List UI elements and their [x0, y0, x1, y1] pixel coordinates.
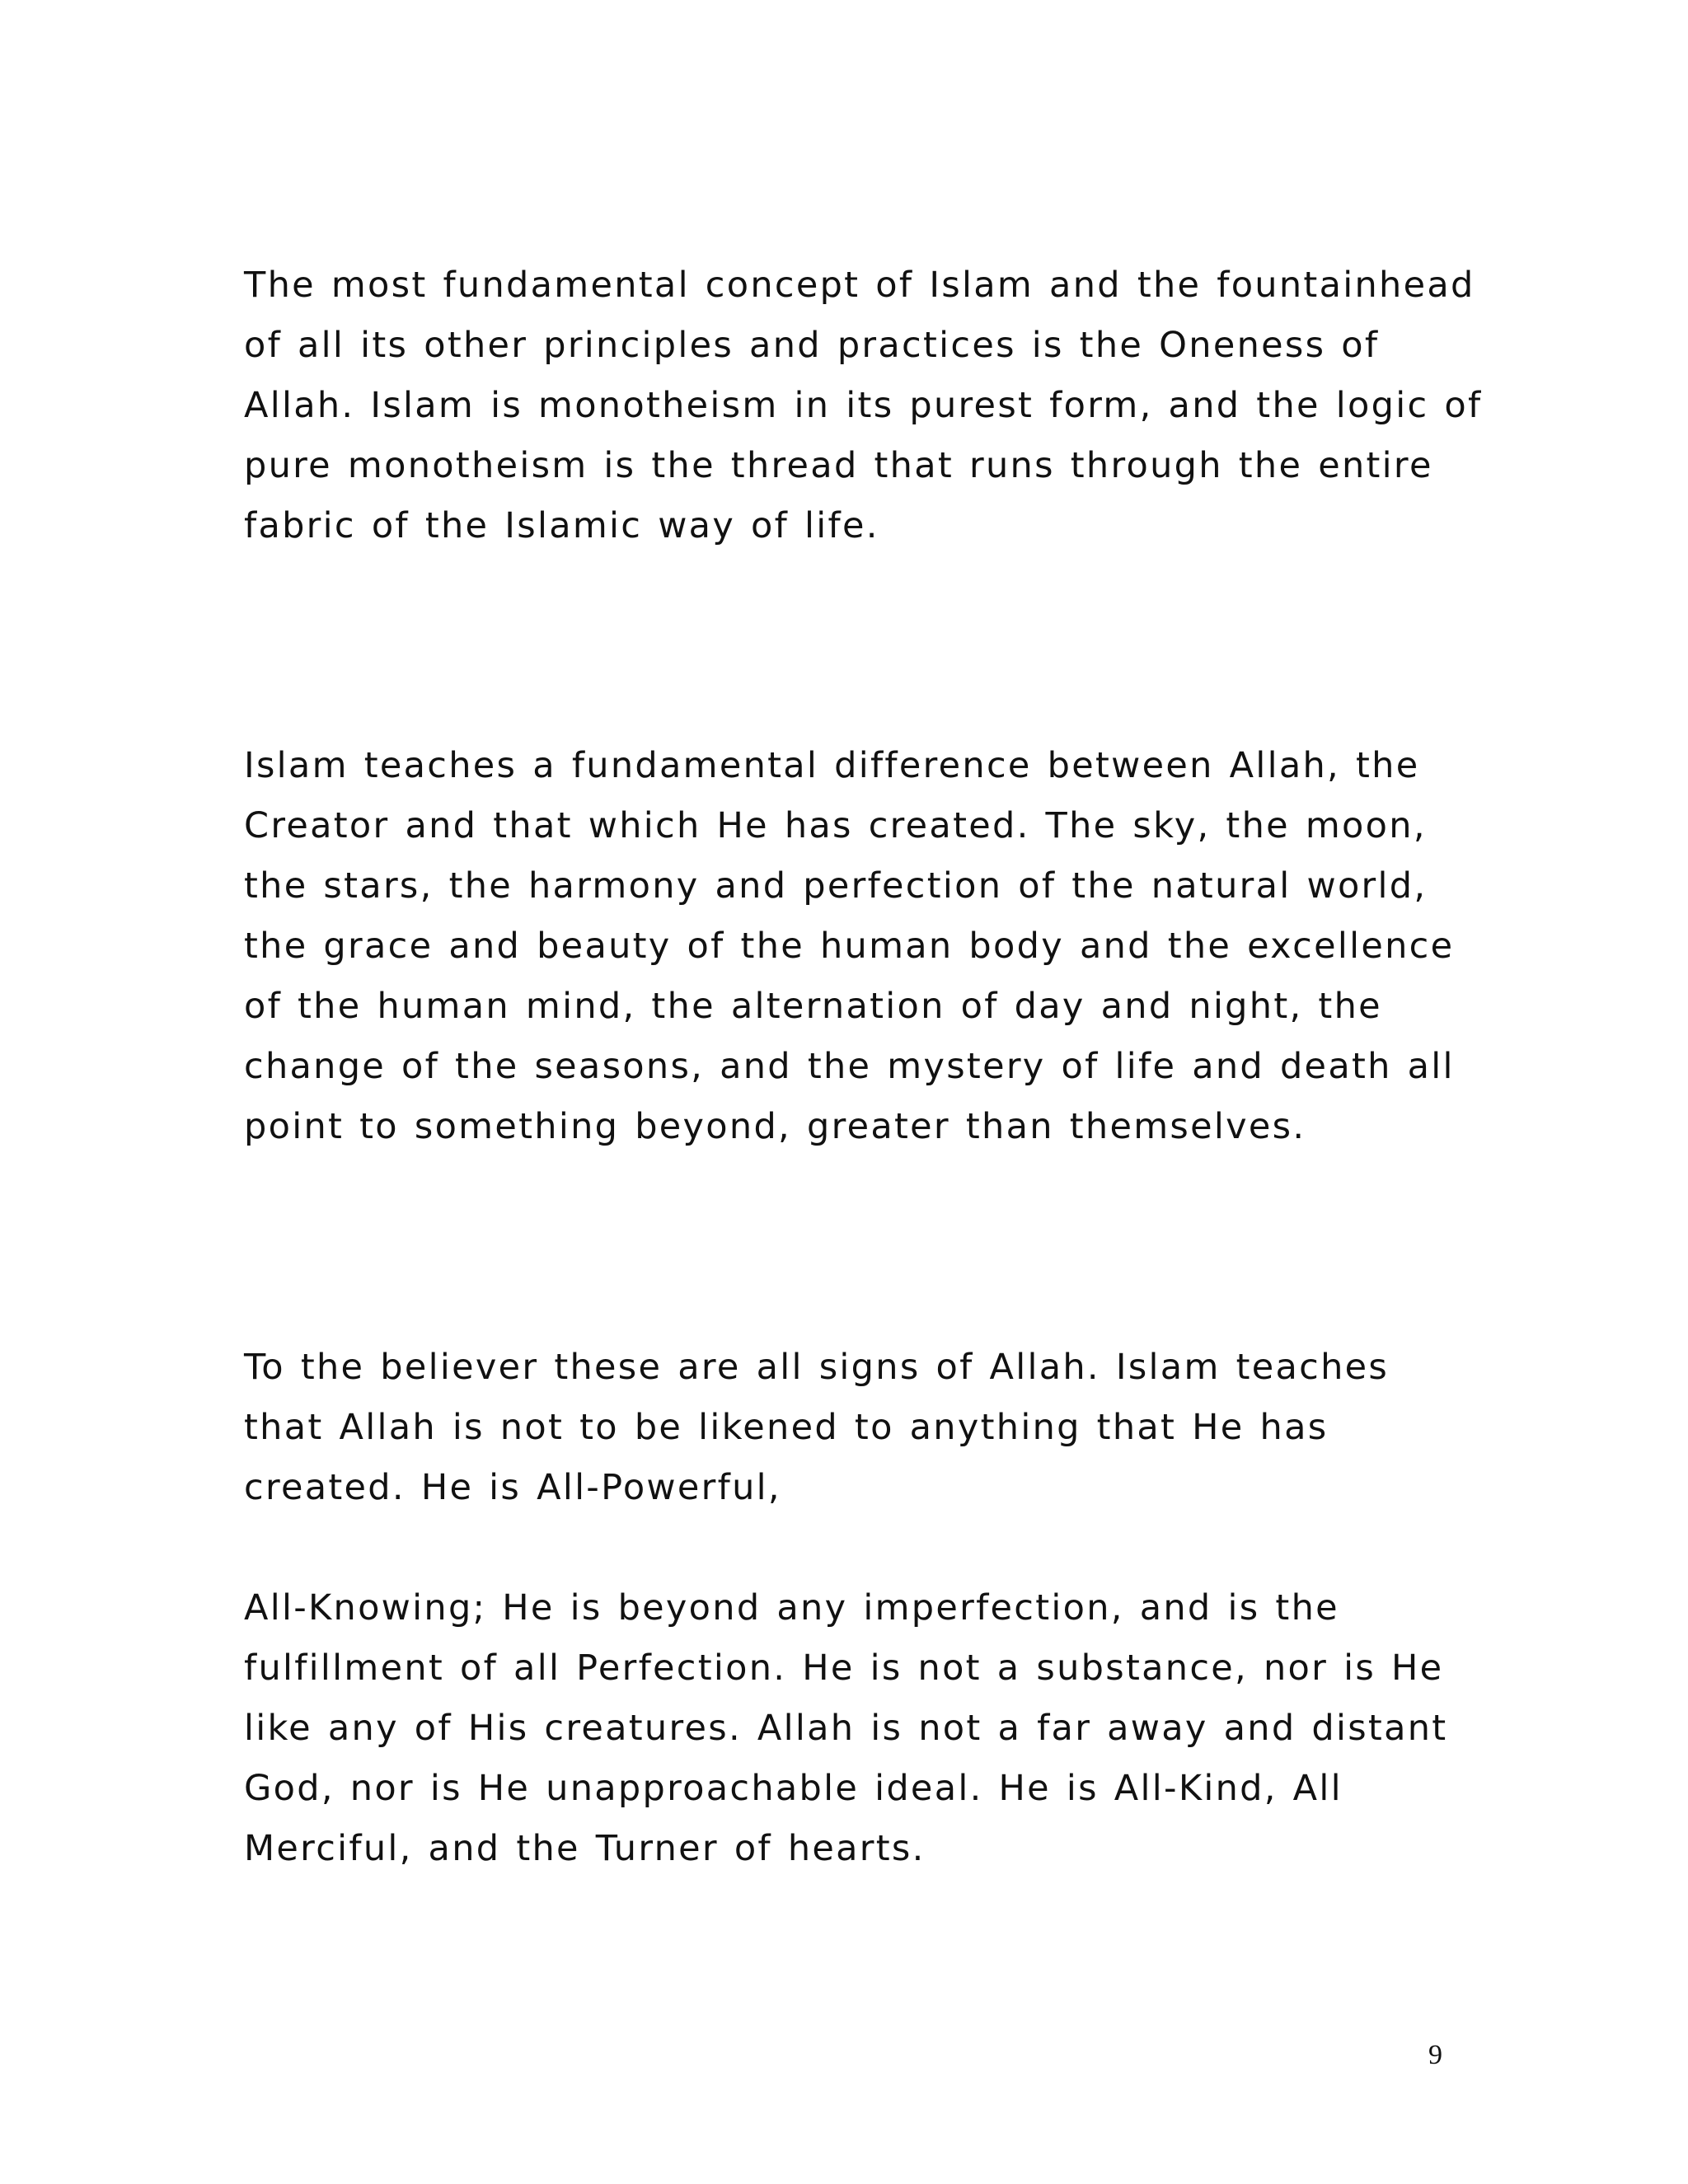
paragraph-signs-of-allah [244, 1338, 1447, 1518]
text-line: To the believer these are all signs of Allah. Islam teaches [244, 1347, 1390, 1388]
text-line: Islam teaches a fundamental difference between Allah, the [244, 745, 1420, 786]
text-line: fabric of the Islamic way of life. [244, 505, 879, 546]
page-number: 9 [1428, 2040, 1442, 2070]
text-line: God, nor is He unapproachable ideal. He is All-Kind, All [244, 1768, 1343, 1809]
text-line: of the human mind, the alternation of day and night, the [244, 986, 1382, 1027]
text-line: The most fundamental concept of Islam and the fountainhead [244, 265, 1475, 306]
text-line: the stars, the harmony and perfection of the natural world, [244, 865, 1428, 907]
text-line: pure monotheism is the thread that runs through the entire [244, 445, 1433, 486]
text-line: Allah. Islam is monotheism in its purest form, and the logic of [244, 385, 1483, 426]
text-line: point to something beyond, greater than themselves. [244, 1106, 1306, 1147]
text-line: fulfillment of all Perfection. He is not a substance, nor is He [244, 1647, 1444, 1689]
text-line: of all its other principles and practices is the Oneness of [244, 325, 1380, 366]
text-line: like any of His creatures. Allah is not a far away and distant [244, 1708, 1448, 1749]
text-line: All-Knowing; He is beyond any imperfection, and is the [244, 1587, 1339, 1629]
text-line: Creator and that which He has created. The sky, the moon, [244, 805, 1427, 846]
text-line: the grace and beauty of the human body and the excellence [244, 926, 1455, 967]
text-line: created. He is All-Powerful, [244, 1467, 781, 1508]
paragraph-oneness-of-allah [244, 255, 1483, 556]
paragraph-attributes-of-allah [244, 1578, 1447, 1879]
text-line: change of the seasons, and the mystery of life and death all [244, 1046, 1455, 1087]
text-line: that Allah is not to be likened to anything that He has [244, 1407, 1329, 1448]
text-line: Merciful, and the Turner of hearts. [244, 1828, 926, 1869]
paragraph-creator-and-creation [244, 736, 1455, 1157]
